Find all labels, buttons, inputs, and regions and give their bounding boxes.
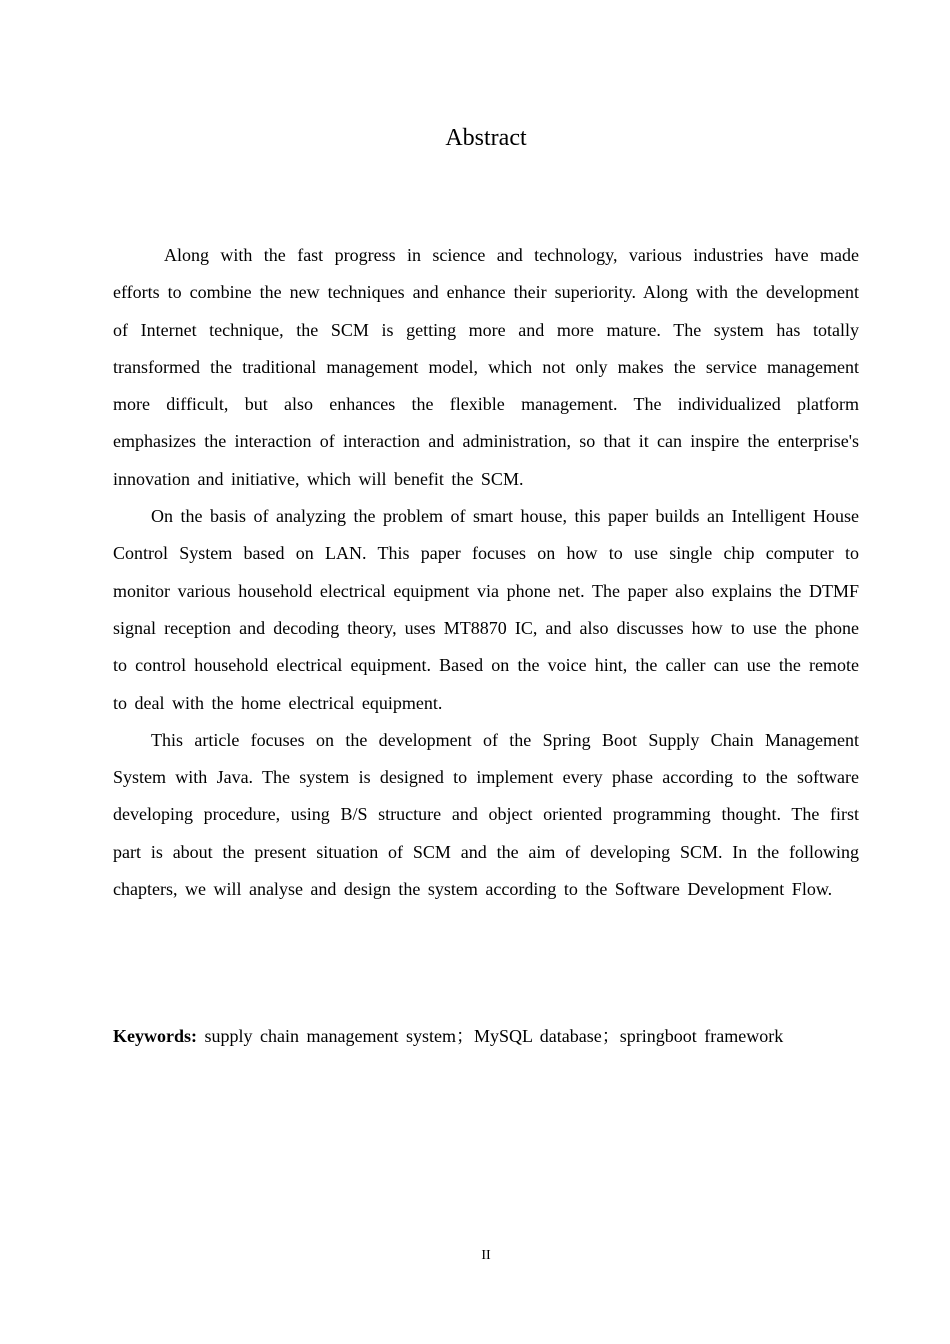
page-number: II bbox=[481, 1248, 491, 1263]
abstract-paragraph-2: On the basis of analyzing the problem of smart house, this paper builds an Intelligent House Control System based on LAN. This paper focuses on how to use single chip computer to monitor various household electrical equipment via phone net. The paper also explains the DTMF signal reception and decoding theory, uses MT8870 IC, and also discusses how to use the phone to control household electrical equipment. Based on the voice hint, the caller can use the remote to deal with the home electrical equipment. bbox=[113, 506, 859, 713]
abstract-title: Abstract bbox=[445, 125, 527, 151]
abstract-body bbox=[113, 237, 859, 908]
keywords-line bbox=[113, 1021, 873, 1051]
keywords-text: supply chain management system；MySQL database；springboot framework bbox=[204, 1026, 784, 1046]
abstract-paragraph-3: This article focuses on the development of the Spring Boot Supply Chain Management System with Java. The system is designed to implement every phase according to the software developing procedure, using B/S structure and object oriented programming thought. The first part is about the present situation of SCM and the aim of developing SCM. In the following chapters, we will analyse and design the system according to the Software Development Flow. bbox=[113, 729, 859, 900]
abstract-paragraph-1: Along with the fast progress in science and technology, various industries have made efforts to combine the new techniques and enhance their superiority. Along with the development of Internet technique, the SCM is getting more and more mature. The system has totally transformed the traditional management model, which not only makes the service management more difficult, but also enhances the flexible management. The individualized platform emphasizes the interaction of interaction and administration, so that it can inspire the enterprise's innovation and initiative, which will benefit the SCM. bbox=[113, 245, 859, 489]
keywords-label: Keywords: bbox=[113, 1026, 197, 1046]
